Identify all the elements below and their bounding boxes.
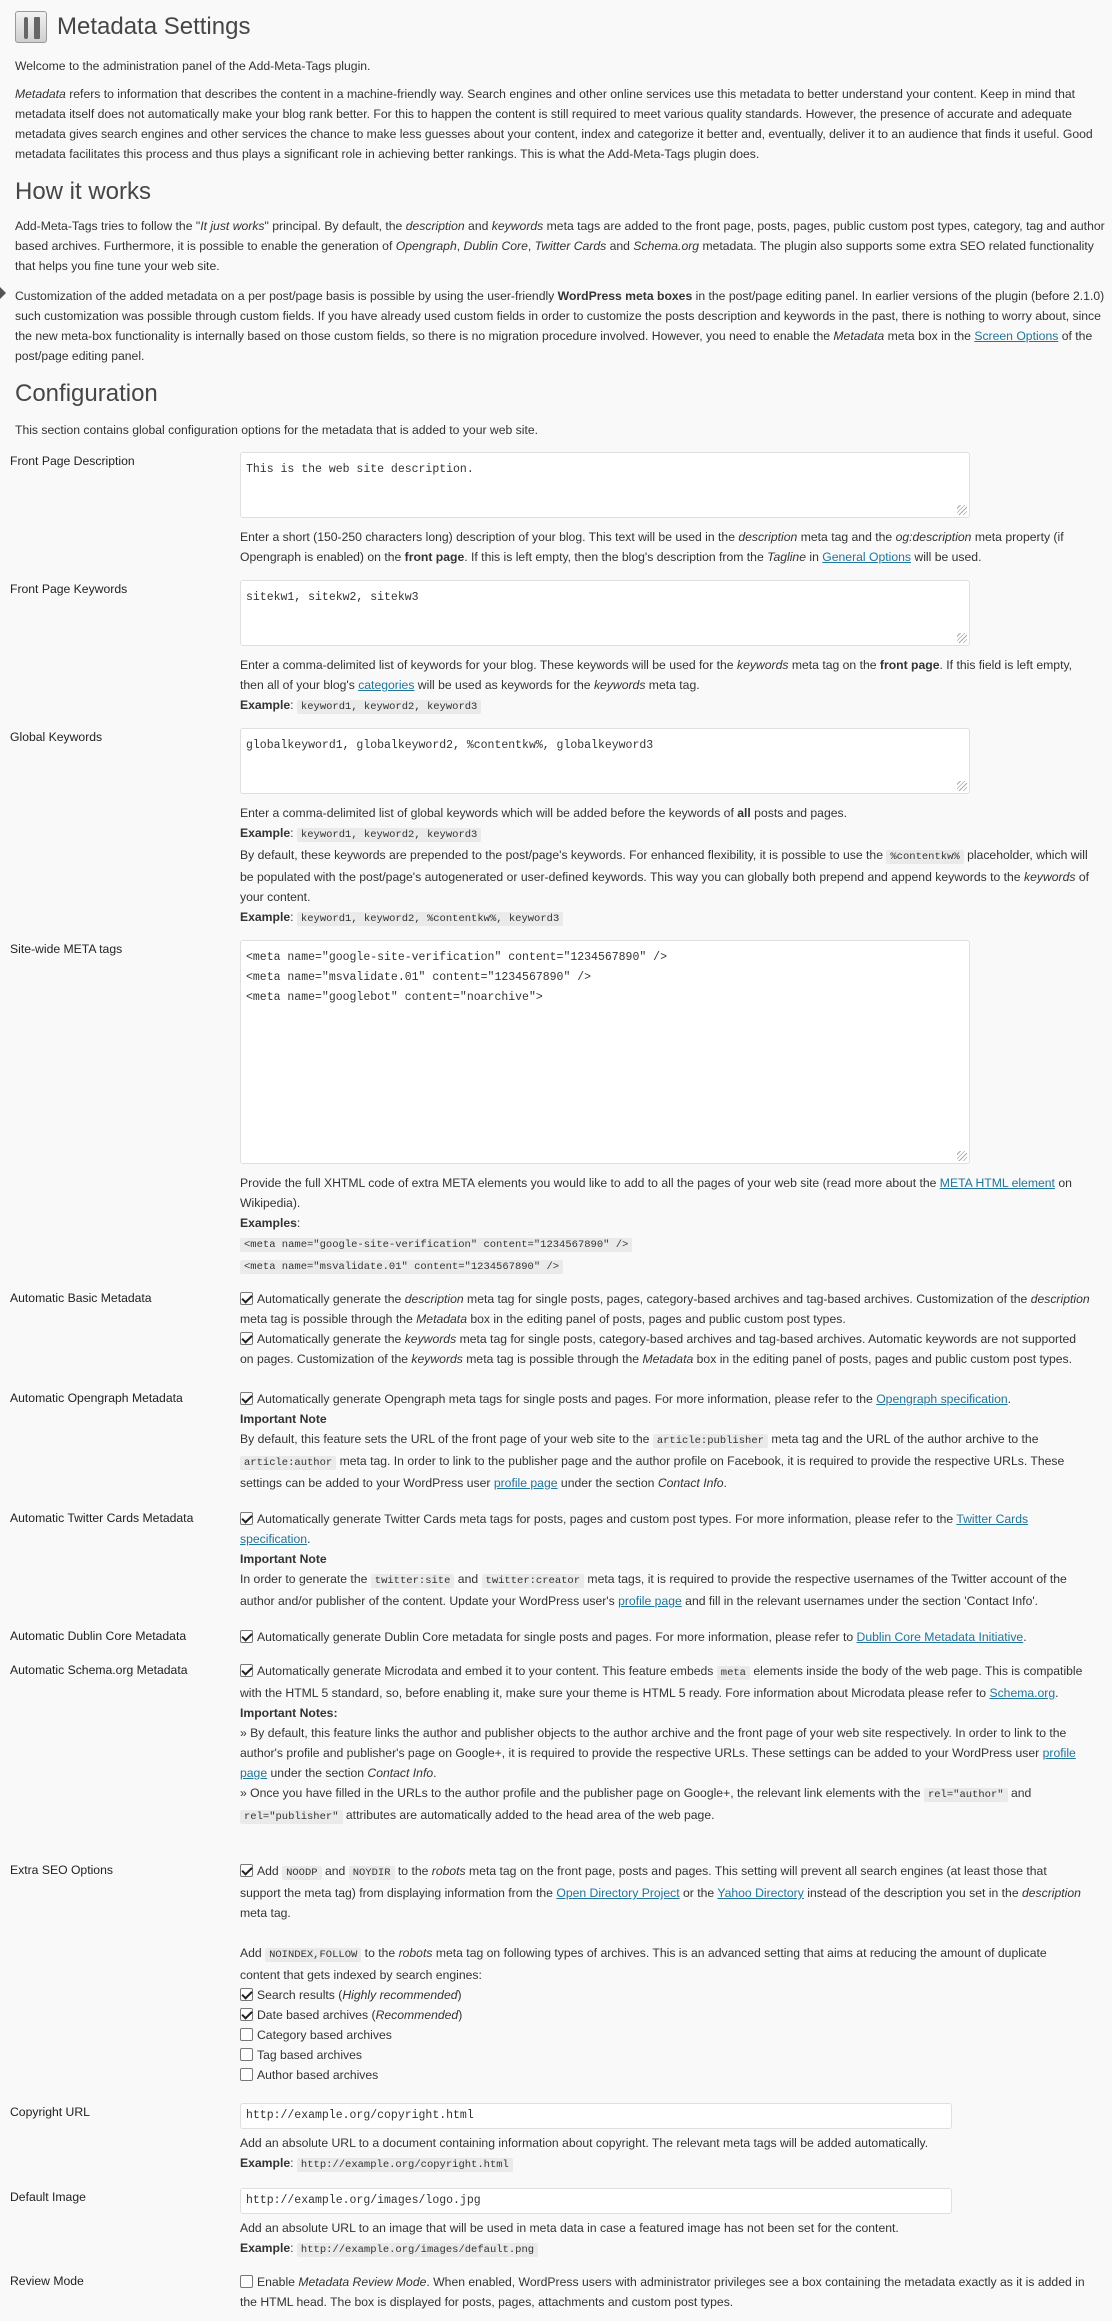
field-label: Front Page Keywords bbox=[10, 582, 128, 596]
field-description: Enter a comma-delimited list of global keywords which will be added before the keywords of all posts and pages. bbox=[240, 806, 847, 820]
default-image-input[interactable]: http://example.org/images/logo.jpg bbox=[240, 2188, 952, 2214]
noodp-option: Add NOODP and NOYDIR to the robots meta tag on the front page, posts and pages. This setting will prevent all search engines (at least those that support the meta tag) from displaying information from the Open Directory Project or the Yahoo Directory instead of the description you set in the description meta tag. bbox=[240, 1864, 1081, 1920]
resize-grip-icon[interactable] bbox=[957, 633, 967, 643]
example-line: Example: http://example.org/images/default.png bbox=[240, 2238, 1090, 2260]
example-line: Example: http://example.org/copyright.html bbox=[240, 2153, 1090, 2175]
field-label: Front Page Description bbox=[10, 454, 135, 468]
screen-options-link[interactable]: Screen Options bbox=[974, 329, 1059, 343]
example-line-2: <meta name="msvalidate.01" content="1234567890" /> bbox=[240, 1255, 1090, 1277]
search-results-option: Search results (Highly recommended) bbox=[240, 1985, 1090, 2005]
field-description: Provide the full XHTML code of extra META elements you would like to add to all the pages of your web site (read more about the META HTML element on Wikipedia). bbox=[240, 1176, 1072, 1210]
important-notes-label: Important Notes: bbox=[240, 1706, 338, 1720]
page-title: Metadata Settings bbox=[57, 13, 251, 40]
profile-page-link[interactable]: profile page bbox=[240, 1746, 1076, 1780]
dublin-core-link[interactable]: Dublin Core Metadata Initiative bbox=[856, 1630, 1024, 1644]
categories-link[interactable]: categories bbox=[358, 678, 415, 692]
page-header bbox=[15, 10, 1103, 44]
opengraph-checkbox[interactable] bbox=[240, 1392, 253, 1405]
schema-checkbox[interactable] bbox=[240, 1664, 253, 1677]
description-checkbox[interactable] bbox=[240, 1292, 253, 1305]
review-mode-checkbox[interactable] bbox=[240, 2275, 253, 2288]
field-description-2: By default, these keywords are prepended to the post/page's keywords. For enhanced flexibility, it is possible to use the %contentkw% placeholder, which will be populated with the post/page's autogenerated or user-defined keywords. This way you can globally both prepend and append keywords to the keywords of your content. bbox=[240, 848, 1090, 904]
global-keywords-textarea[interactable] bbox=[240, 728, 970, 794]
resize-grip-icon[interactable] bbox=[957, 1151, 967, 1161]
general-options-link[interactable]: General Options bbox=[822, 550, 911, 564]
field-description: Add an absolute URL to a document containing information about copyright. The relevant meta tags will be added automatically. bbox=[240, 2136, 929, 2150]
examples-label: Examples: bbox=[240, 1216, 301, 1230]
field-label: Automatic Dublin Core Metadata bbox=[10, 1629, 187, 1643]
review-mode-option: Enable Metadata Review Mode. When enabled, WordPress users with administrator privileges see a box containing the metadata exactly as it is added in the HTML head. The box is displayed for posts, pages, attachments and custom post types. bbox=[240, 2275, 1085, 2309]
field-label: Automatic Twitter Cards Metadata bbox=[10, 1511, 194, 1525]
author-archives-checkbox[interactable] bbox=[240, 2068, 253, 2081]
yahoo-directory-link[interactable]: Yahoo Directory bbox=[717, 1886, 804, 1900]
schema-option: Automatically generate Microdata and embed it to your content. This feature embeds meta elements inside the body of the web page. This is compatible with the HTML 5 standard, so, before enabling it, make sure your theme is HTML 5 ready. Fore information about Microdata please refer to Schema.org. bbox=[240, 1664, 1083, 1700]
tag-archives-option: Tag based archives bbox=[240, 2045, 1090, 2065]
date-archives-option: Date based archives (Recommended) bbox=[240, 2005, 1090, 2025]
dublin-core-option: Automatically generate Dublin Core metadata for single posts and pages. For more information, please refer to Dublin Core Metadata Initiative. bbox=[240, 1627, 1090, 1647]
welcome-text: Welcome to the administration panel of the Add-Meta-Tags plugin. bbox=[15, 59, 371, 73]
resize-grip-icon[interactable] bbox=[957, 505, 967, 515]
author-archives-option: Author based archives bbox=[240, 2065, 1090, 2085]
opengraph-spec-link[interactable]: Opengraph specification bbox=[876, 1392, 1008, 1406]
field-label: Automatic Schema.org Metadata bbox=[10, 1663, 188, 1677]
settings-tools-icon bbox=[15, 11, 47, 43]
field-description: Add an absolute URL to an image that will be used in meta data in case a featured image has not been set for the content. bbox=[240, 2221, 899, 2235]
schema-note-2: » Once you have filled in the URLs to the author profile and the publisher page on Google+, the relevant link elements with the rel="author" and rel="publisher" attributes are automatically added to the head area of the web page. bbox=[240, 1786, 1032, 1823]
keywords-checkbox[interactable] bbox=[240, 1332, 253, 1345]
example-line: Example: keyword1, keyword2, keyword3 bbox=[240, 695, 1090, 717]
twitter-spec-link[interactable]: Twitter Cards specification bbox=[240, 1512, 1029, 1546]
twitter-checkbox[interactable] bbox=[240, 1512, 253, 1525]
open-directory-link[interactable]: Open Directory Project bbox=[556, 1886, 680, 1900]
field-label: Copyright URL bbox=[10, 2105, 90, 2119]
field-description: Enter a comma-delimited list of keywords for your blog. These keywords will be used for the keywords meta tag on the front page. If this field is left empty, then all of your blog's categories will be used as keywords for the keywords meta tag. bbox=[240, 658, 1073, 692]
intro-text: Metadata refers to information that describes the content in a machine-friendly way. Search engines and other online services use this metadata to better understand your content. Keep in mind that metadata itself does not automatically make your blog rank better. For this to happen the content is still required to meet various quality standards. However, the presence of accurate and adequate metadata gives search engines and other services the chance to make less guesses about your content, index and categorize it better and, eventually, deliver it to an audience that finds it useful. Good metadata facilitates this process and thus plays a significant role in achieving better rankings. This is what the Add-Meta-Tags plugin does. bbox=[15, 87, 1093, 161]
opengraph-option: Automatically generate Opengraph meta tags for single posts and pages. For more information, please refer to the Opengraph specification. bbox=[240, 1389, 1090, 1409]
how-paragraph-1: Add-Meta-Tags tries to follow the "It just works" principal. By default, the description and keywords meta tags are added to the front page, posts, pages, public custom post types, category, tag and author based archives. Furthermore, it is possible to enable the generation of Opengraph, Dublin Core, Twitter Cards and Schema.org metadata. The plugin also supports some extra SEO related functionality that helps you fine tune your web site. bbox=[15, 219, 1105, 273]
field-label: Global Keywords bbox=[10, 730, 103, 744]
category-archives-option: Category based archives bbox=[240, 2025, 1090, 2045]
date-archives-checkbox[interactable] bbox=[240, 2008, 253, 2021]
how-paragraph-2: Customization of the added metadata on a per post/page basis is possible by using the user-friendly WordPress meta boxes in the post/page editing panel. In earlier versions of the plugin (before 2.1.0) such customization was possible through custom fields. If you have already used custom fields in order to customize the posts description and keywords in the past, there is nothing to worry about, since the new meta-box functionality is internally based on those custom fields, so there is no migration procedure involved. However, you need to enable the Metadata meta box in the Screen Options of the post/page editing panel. bbox=[15, 289, 1105, 363]
sitewide-meta-textarea[interactable] bbox=[240, 940, 970, 1164]
opengraph-note: By default, this feature sets the URL of the front page of your web site to the article:publisher meta tag and the URL of the author archive to the article:author meta tag. In order to link to the publisher page and the author profile on Facebook, it is required to provide the respective URLs. These settings can be added to your WordPress user profile page under the section Contact Info. bbox=[240, 1432, 1065, 1490]
profile-page-link[interactable]: profile page bbox=[493, 1476, 558, 1490]
field-description: Enter a short (150-250 characters long) description of your blog. This text will be used in the description meta tag and the og:description meta property (if Opengraph is enabled) on the front page. If this is left empty, then the blog's description from the Tagline in General Options will be used. bbox=[240, 530, 1064, 564]
field-label: Automatic Opengraph Metadata bbox=[10, 1391, 183, 1405]
config-heading: Configuration bbox=[15, 380, 158, 407]
field-label: Extra SEO Options bbox=[10, 1863, 113, 1877]
twitter-option: Automatically generate Twitter Cards meta tags for posts, pages and custom post types. For more information, please refer to the Twitter Cards specification. bbox=[240, 1512, 1029, 1546]
noindex-description: Add NOINDEX,FOLLOW to the robots meta tag on following types of archives. This is an advanced setting that aims at reducing the amount of duplicate content that gets indexed by search engines: bbox=[240, 1946, 1047, 1982]
schema-org-link[interactable]: Schema.org bbox=[989, 1686, 1056, 1700]
field-label: Default Image bbox=[10, 2190, 86, 2204]
example-line-2: Example: keyword1, keyword2, %contentkw%, keyword3 bbox=[240, 907, 1090, 929]
twitter-note: In order to generate the twitter:site and twitter:creator meta tags, it is required to provide the respective usernames of the Twitter account of the author and/or publisher of the content. Update your WordPress user's profile page and fill in the relevant usernames under the section 'Contact Info'. bbox=[240, 1572, 1067, 1608]
basic-description-option: Automatically generate the description meta tag for single posts, pages, category-based archives and tag-based archives. Customization of the description meta tag is possible through the Metadata box in the editing panel of posts, pages and public custom post types. bbox=[240, 1292, 1090, 1326]
important-note-label: Important Note bbox=[240, 1412, 327, 1426]
collapse-arrow-icon bbox=[0, 287, 6, 299]
schema-note-1: » By default, this feature links the author and publisher objects to the author archive and the front page of your web site respectively. In order to link to the author's profile and publisher's page on Google+, it is required to provide the respective URLs. These settings can be added to your WordPress user profile page under the section Contact Info. bbox=[240, 1726, 1076, 1780]
field-label: Site-wide META tags bbox=[10, 942, 123, 956]
profile-page-link[interactable]: profile page bbox=[618, 1594, 682, 1608]
copyright-url-input[interactable]: http://example.org/copyright.html bbox=[240, 2103, 952, 2129]
front-keywords-textarea[interactable] bbox=[240, 580, 970, 646]
dublin-core-checkbox[interactable] bbox=[240, 1630, 253, 1643]
example-line: Example: keyword1, keyword2, keyword3 bbox=[240, 823, 1090, 845]
tag-archives-checkbox[interactable] bbox=[240, 2048, 253, 2061]
meta-html-element-link[interactable]: META HTML element bbox=[939, 1176, 1055, 1190]
how-heading: How it works bbox=[15, 178, 152, 205]
search-results-checkbox[interactable] bbox=[240, 1988, 253, 2001]
example-line: <meta name="google-site-verification" content="1234567890" /> bbox=[240, 1233, 1090, 1255]
field-label: Automatic Basic Metadata bbox=[10, 1291, 152, 1305]
field-label: Review Mode bbox=[10, 2274, 84, 2288]
config-intro: This section contains global configuration options for the metadata that is added to your web site. bbox=[15, 423, 539, 437]
front-description-textarea[interactable] bbox=[240, 452, 970, 518]
basic-keywords-option: Automatically generate the keywords meta tag for single posts, category-based archives and tag-based archives. Automatic keywords are not supported on pages. Customization of the keywords meta tag is possible through the Metadata box in the editing panel of posts, pages and public custom post types. bbox=[240, 1332, 1077, 1366]
resize-grip-icon[interactable] bbox=[957, 781, 967, 791]
noodp-checkbox[interactable] bbox=[240, 1864, 253, 1877]
category-archives-checkbox[interactable] bbox=[240, 2028, 253, 2041]
important-note-label: Important Note bbox=[240, 1552, 327, 1566]
